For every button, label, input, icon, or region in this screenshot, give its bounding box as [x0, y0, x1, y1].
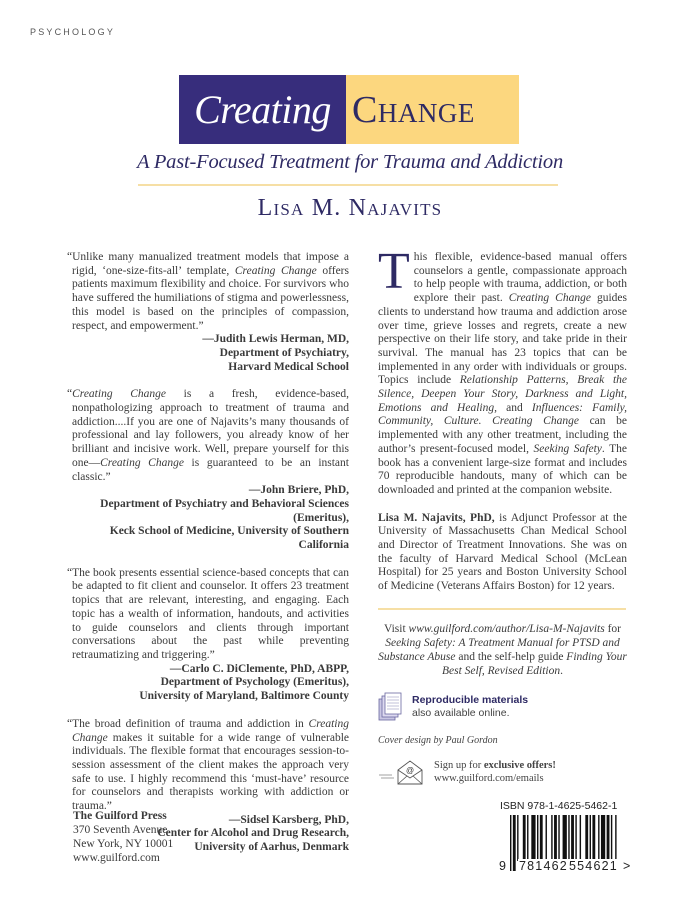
- text-run: “The broad definition of trauma and addiction in: [67, 717, 309, 730]
- italic-text: Seeking Safety: [533, 442, 602, 455]
- barcode-arrow: >: [623, 859, 631, 873]
- attribution-line: —Carlo C. DiClemente, PhD, ABPP,: [169, 662, 349, 675]
- quote-attribution: [72, 333, 349, 374]
- barcode-bar: [527, 815, 528, 861]
- italic-text: Creating Change: [100, 456, 184, 469]
- bio-name: Lisa M. Najavits, PhD,: [378, 511, 495, 524]
- text-run: . The book has a convenient large-size format and includes 70 reproducible handouts, many of which can be downloaded and printed at the companion website.: [378, 442, 628, 496]
- italic-text: Finding Your Best Self, Revised Edition: [441, 650, 627, 677]
- publisher-name: The Guilford Press: [73, 810, 167, 822]
- endorsement-quote: [67, 566, 349, 704]
- text-run: [481, 415, 492, 427]
- barcode-bar: [517, 815, 518, 861]
- italic-text: Creating Change: [508, 292, 591, 305]
- title-block: [179, 75, 519, 144]
- signup-offer: [378, 758, 627, 786]
- visit-note: [378, 622, 627, 678]
- attribution-line: —Sidsel Karsberg, PhD,: [228, 813, 349, 826]
- attribution-line: Center for Alcohol and Drug Research,: [157, 827, 349, 840]
- attribution-line: Keck School of Medicine, University of Southern California: [109, 525, 349, 552]
- title-word-creating: Creating: [194, 86, 331, 132]
- drop-cap: T: [378, 243, 410, 300]
- cover-design-credit: Cover design by Paul Gordon: [378, 734, 498, 746]
- signup-bold: exclusive offers!: [483, 759, 556, 771]
- title-word-change: Change: [352, 88, 475, 131]
- text-run: is guaranteed to be an instant classic.”: [72, 456, 349, 483]
- endorsement-quote: [67, 388, 349, 552]
- text-run: can be implemented with any other treatment, including the author’s present-focused model,: [378, 415, 627, 455]
- category-label: PSYCHOLOGY: [30, 27, 116, 37]
- barcode-bar: [607, 815, 610, 861]
- barcode-digits-left: 781462: [519, 859, 568, 873]
- barcode-bar: [546, 815, 547, 861]
- barcode-lead-digit: 9: [499, 859, 506, 873]
- signup-text: [434, 759, 556, 785]
- divider-rule: [138, 184, 558, 186]
- text-run: .: [560, 664, 564, 677]
- text-run: and the self-help guide: [455, 650, 567, 663]
- reproducible-title: Reproducible materials: [412, 693, 529, 706]
- barcode-bar: [523, 815, 526, 861]
- barcode-bar: [537, 815, 538, 861]
- barcode-bar: [592, 815, 595, 861]
- attribution-line: Department of Psychiatry and Behavioral Sciences (Emeritus),: [100, 497, 349, 524]
- publisher-address-2: New York, NY 10001: [73, 838, 174, 850]
- publisher-info: [73, 809, 173, 865]
- description-column: [378, 243, 628, 786]
- barcode-bar: [590, 815, 591, 861]
- title-left-panel: [179, 75, 346, 144]
- publisher-address-1: 370 Seventh Avenue: [73, 824, 168, 836]
- barcode-bar: [558, 815, 559, 861]
- text-run: makes it suitable for a wide range of vulnerable individuals. The flexible format that encourages session-to-session assessment of the client makes the approach very safe to use. I highly recommend this ‘must-have’ resource for counselors and therapists working with addiction or trauma.”: [72, 731, 349, 813]
- barcode-bar: [585, 815, 588, 861]
- italic-text: Creating Change: [492, 415, 579, 428]
- barcode-bar: [554, 815, 557, 861]
- description-paragraph: [378, 243, 628, 498]
- subtitle: A Past-Focused Treatment for Trauma and Addiction: [136, 151, 563, 173]
- barcode-bar: [513, 815, 516, 871]
- italic-text: Creating Change: [234, 264, 317, 277]
- reproducible-text: [412, 694, 528, 720]
- attribution-line: Department of Psychology (Emeritus),: [160, 676, 349, 689]
- quote-text: [67, 566, 349, 663]
- barcode-digits-right: 554621: [569, 859, 618, 873]
- italic-text: Influences: Family, Community, Culture.: [378, 401, 627, 428]
- attribution-line: Harvard Medical School: [228, 360, 349, 373]
- text-run: “The book presents essential science-based concepts that can be adapted to fit client and counselor. It offers 23 treatment topics that are relevant, interesting, and engaging. Each topic has a wealth of information, handouts, and activities to guide counselors and clients through important conversations about the past while preventing retraumatizing and triggering.”: [67, 566, 349, 661]
- publisher-web[interactable]: www.guilford.com: [73, 852, 160, 864]
- isbn-label: ISBN 978-1-4625-5462-1: [500, 800, 618, 812]
- text-run: his flexible, evidence-based manual offers counselors a gentle, compassionate approach to help people with trauma, addiction, or both explore their past.: [413, 251, 627, 305]
- quote-text: [67, 251, 349, 333]
- italic-text: Creating Change: [72, 388, 166, 401]
- quote-attribution: [72, 484, 349, 553]
- attribution-line: University of Maryland, Baltimore County: [139, 690, 349, 703]
- quote-text: [67, 388, 349, 484]
- barcode-bar: [551, 815, 552, 861]
- text-run: is a fresh, evidence-based, nonpathologizing approach to treatment of trauma and addiction....If you are one of Najavits’s many thousands of professional and lay followers, you already know of her brilliant and incisive work. Well, prepare yourself for this one—: [72, 388, 349, 469]
- text-run: “: [67, 388, 73, 401]
- attribution-line: University of Aarhus, Denmark: [194, 841, 349, 854]
- svg-text:@: @: [405, 765, 415, 775]
- barcode-bar: [601, 815, 605, 861]
- barcode-bar: [611, 815, 612, 861]
- email-icon: [378, 758, 428, 786]
- italic-text: Relationship Patterns, Break the Silence, Deepen Your Story, Darkness and Light, Emotions and Healing,: [378, 374, 627, 414]
- italic-text: Seeking Safety: A Treatment Manual for PTSD and Substance Abuse: [378, 636, 620, 663]
- text-run: Visit: [383, 622, 409, 635]
- text-run: offers patients maximum flexibility and choice. For survivors who have suffered the humiliations of stigma and powerlessness, this model is based on the principles of compassion, respect, and empowerment.”: [72, 264, 349, 332]
- author-bio: [378, 512, 627, 594]
- text-run: for: [604, 622, 621, 635]
- title-right-panel: [346, 75, 519, 144]
- quote-text: [67, 717, 349, 814]
- text-run: “Unlike many manualized treatment models that impose a rigid, ‘one-size-fits-all’ template,: [67, 251, 349, 277]
- barcode-bar: [540, 815, 543, 861]
- italic-text: www.guilford.com/author/Lisa-M-Najavits: [408, 622, 605, 635]
- reproducible-materials: [378, 692, 627, 722]
- attribution-line: Department of Psychiatry,: [219, 346, 349, 359]
- barcode-bar: [575, 815, 576, 861]
- documents-icon: [378, 692, 404, 722]
- text-run: and: [496, 401, 532, 414]
- barcode-bar: [510, 815, 511, 871]
- attribution-line: —Judith Lewis Herman, MD,: [202, 333, 349, 346]
- barcode-bar: [531, 815, 535, 861]
- text-run: guides clients to understand how trauma and addiction arose over time, grieve losses and regrets, create a new perspective on their life story, and take pride in their survival. The manual has 23 topics that can be implemented in any order with individuals or groups. Topics include: [378, 292, 627, 387]
- signup-url[interactable]: www.guilford.com/emails: [434, 772, 544, 784]
- attribution-line: —John Briere, PhD,: [248, 484, 349, 497]
- author-name: Lisa M. Najavits: [257, 195, 443, 221]
- barcode-bar: [571, 815, 574, 861]
- endorsements-column: [67, 251, 349, 869]
- signup-prefix: Sign up for: [434, 759, 484, 771]
- bio-text: is Adjunct Professor at the University of Massachusetts Chan Medical School and Director of Treatment Innovations. She was on the faculty of Harvard Medical School (McLean Hospital) for 25 years and Boston University School of Medicine (Veterans Affairs Boston) for 12 years.: [378, 511, 628, 593]
- endorsement-quote: [67, 251, 349, 374]
- reproducible-subtitle: also available online.: [412, 706, 510, 719]
- quote-attribution: [72, 663, 349, 704]
- divider-rule-middle: [378, 608, 626, 610]
- italic-text: Creating Change: [72, 717, 349, 744]
- barcode-bar: [598, 815, 599, 861]
- barcode-bar: [580, 815, 581, 861]
